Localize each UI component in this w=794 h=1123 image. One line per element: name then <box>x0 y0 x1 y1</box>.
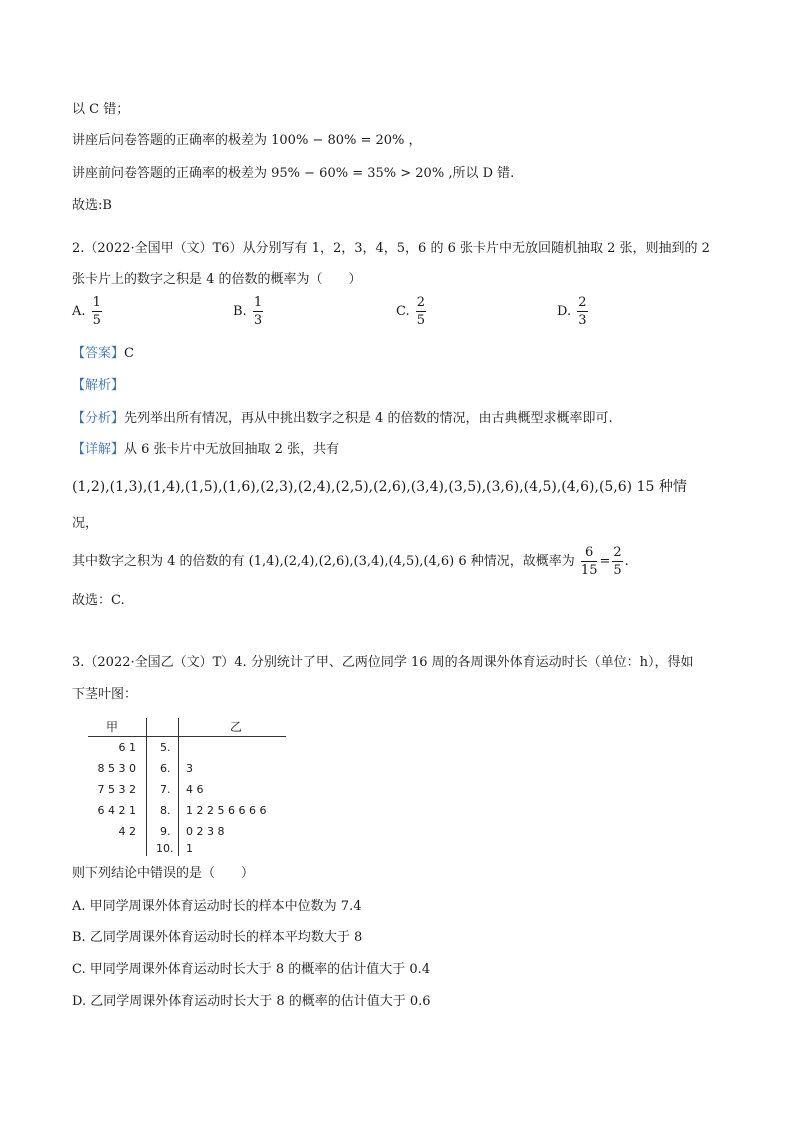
stem-divider-right <box>178 718 179 856</box>
stem: 6. <box>160 762 171 775</box>
option-a: A. 甲同学周课外体育运动时长的样本中位数为 7.4 <box>72 899 362 914</box>
header-left: 甲 <box>106 720 119 734</box>
option-c <box>396 296 428 327</box>
fenxi-text: 先列举出所有情况，再从中挑出数字之积是 4 的倍数的情况，由古典概型求概率即可. <box>124 411 613 426</box>
option-label: D. <box>557 304 572 319</box>
numerator: 1 <box>253 295 263 310</box>
right-leaves: 1 2 2 5 6 6 6 6 <box>186 804 267 817</box>
denominator: 15 <box>580 563 598 578</box>
right-leaves: 4 6 <box>186 783 204 796</box>
option-d <box>557 296 590 327</box>
left-leaves: 6 4 2 1 <box>97 804 136 817</box>
stem: 7. <box>160 783 171 796</box>
fenxi-line <box>72 410 613 428</box>
xiangjie-text: 从 6 张卡片中无放回抽取 2 张，共有 <box>124 442 340 457</box>
fraction <box>92 296 102 327</box>
conclusion-line: 故选：C. <box>72 593 125 608</box>
fenxi-tag: 【分析】 <box>72 411 125 426</box>
numerator: 6 <box>581 546 598 562</box>
pairs-cont-line: 况， <box>72 516 99 531</box>
stem: 10. <box>156 842 174 855</box>
answer-line <box>72 345 134 363</box>
denominator: 5 <box>416 313 426 328</box>
option-label: C. <box>396 304 410 319</box>
stem-leaf-plot <box>88 714 288 854</box>
xiangjie-line <box>72 441 339 459</box>
right-leaves: 0 2 3 8 <box>186 825 225 838</box>
option-c: C. 甲同学周课外体育运动时长大于 8 的概率的估计值大于 0.4 <box>72 962 431 977</box>
stem-divider-left <box>146 718 147 856</box>
option-a <box>72 296 104 327</box>
numerator: 2 <box>613 545 622 560</box>
stem: 9. <box>160 825 171 838</box>
option-label: B. <box>233 304 247 319</box>
answer-value: C <box>124 346 134 361</box>
denominator: 5 <box>613 563 622 578</box>
denominator: 5 <box>92 313 101 328</box>
fraction <box>612 546 622 577</box>
result-text: 其中数字之积为 4 的倍数的有 (1,4),(2,4),(2,6),(3,4),(4,5),(4,6) 6 种情况，故概率为 <box>72 554 575 569</box>
xiangjie-tag: 【详解】 <box>72 442 125 457</box>
stem: 8. <box>160 804 171 817</box>
denominator: 3 <box>578 313 587 328</box>
question-2-line2: 张卡片上的数字之积是 4 的倍数的概率为（ ） <box>72 272 362 287</box>
option-b <box>233 296 265 327</box>
header-right: 乙 <box>230 720 243 734</box>
option-b: B. 乙同学周课外体育运动时长的样本平均数大于 8 <box>72 930 363 945</box>
right-leaves: 3 <box>186 762 193 775</box>
numerator: 2 <box>578 295 587 310</box>
header-divider <box>88 736 286 737</box>
equals: = <box>599 554 611 569</box>
numerator: 1 <box>92 295 101 310</box>
analysis-tag: 【解析】 <box>72 378 125 393</box>
pairs-line: (1,2),(1,3),(1,4),(1,5),(1,6),(2,3),(2,4),(2,5),(2,6),(3,4),(3,5),(3,6),(4,5),(4,6),(5,6) 15 种情 <box>72 479 687 495</box>
left-leaves: 8 5 3 0 <box>97 762 136 775</box>
option-label: A. <box>72 304 86 319</box>
text-line: 故选:B <box>72 198 112 213</box>
fraction <box>416 296 426 327</box>
option-d: D. 乙同学周课外体育运动时长大于 8 的概率的估计值大于 0.6 <box>72 994 431 1009</box>
text-line: 讲座后问卷答题的正确率的极差为 100% − 80% = 20% ， <box>72 133 422 148</box>
left-leaves: 4 2 <box>118 825 136 838</box>
stem: 5. <box>160 741 171 754</box>
fraction <box>253 296 263 327</box>
question-2-line1: 2.（2022·全国甲（文）T6）从分别写有 1，2，3，4，5，6 的 6 张卡片中无放回随机抽取 2 张，则抽到的 2 <box>72 241 710 256</box>
result-line <box>72 546 629 578</box>
left-leaves: 7 5 3 2 <box>97 783 136 796</box>
text-line: 以 C 错； <box>72 102 130 117</box>
fraction <box>577 296 587 327</box>
question-3-line2: 下茎叶图： <box>72 687 138 702</box>
numerator: 2 <box>416 295 426 310</box>
question-3-line1: 3.（2022·全国乙（文）T）4. 分别统计了甲、乙两位同学 16 周的各周课外体育运动时长（单位：h），得如 <box>72 655 694 670</box>
text-line: 讲座前问卷答题的正确率的极差为 95% − 60% = 35% > 20% ,所以 D 错. <box>72 166 515 181</box>
right-leaves: 1 <box>186 842 193 855</box>
fraction <box>581 546 598 577</box>
denominator: 3 <box>253 313 263 328</box>
answer-tag: 【答案】 <box>72 346 125 361</box>
left-leaves: 6 1 <box>118 741 136 754</box>
question-3-prompt: 则下列结论中错误的是（ ） <box>72 866 255 881</box>
period: . <box>624 554 629 569</box>
